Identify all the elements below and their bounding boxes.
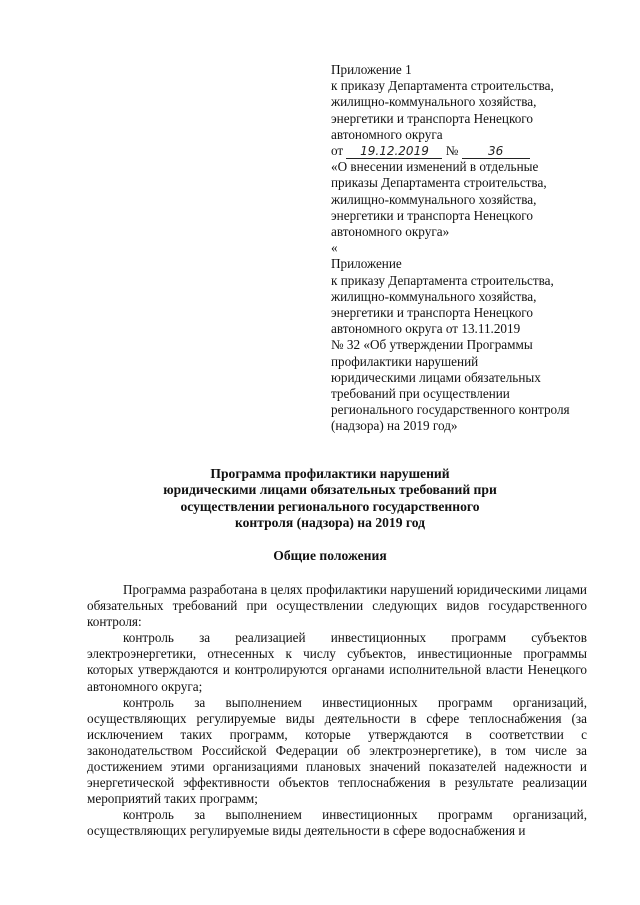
body-text	[87, 582, 587, 840]
amend-line: юридическими лицами обязательных	[331, 369, 541, 385]
amend-line: автономного округа»	[331, 224, 450, 240]
order-from-label: от	[331, 143, 344, 159]
amend-line: энергетики и транспорта Ненецкого	[331, 305, 533, 321]
order-number-handwritten: 36	[462, 144, 530, 159]
amend-line: приказы Департамента строительства,	[331, 175, 547, 191]
appendix-line: Приложение 1	[331, 62, 412, 77]
amend-line: Приложение	[331, 256, 402, 272]
amend-line: регионального государственного контроля	[331, 402, 570, 418]
amend-line: жилищно-коммунального хозяйства,	[331, 288, 537, 304]
title-line: юридическими лицами обязательных требований при	[163, 482, 497, 498]
amend-line: автономного округа от 13.11.2019	[331, 321, 521, 337]
title-line: Программа профилактики нарушений	[210, 466, 450, 481]
appendix-line: автономного округа	[331, 126, 443, 142]
appendix-line: энергетики и транспорта Ненецкого	[331, 110, 533, 126]
order-date-number-line	[331, 143, 616, 159]
paragraph: контроль за реализацией инвестиционных программ субъектов электроэнергетики, отнесенных к числу субъектов, инвестиционные программы которых утверждаются и контролируются органами исполнительной власти Ненецкого автономного округа;	[87, 630, 587, 694]
amend-line: № 32 «Об утверждении Программы	[331, 337, 533, 353]
appendix-line: жилищно-коммунального хозяйства,	[331, 94, 537, 110]
amend-line: (надзора) на 2019 год»	[331, 418, 458, 434]
amend-line: жилищно-коммунального хозяйства,	[331, 191, 537, 207]
amend-line: «	[331, 240, 338, 256]
amend-line: требований при осуществлении	[331, 386, 510, 402]
amend-line: «О внесении изменений в отдельные	[331, 159, 539, 175]
appendix-line: к приказу Департамента строительства,	[331, 78, 554, 94]
order-date-handwritten: 19.12.2019	[346, 144, 442, 159]
appendix-header	[331, 62, 616, 435]
paragraph: контроль за выполнением инвестиционных программ организаций, осуществляющих регулируемые виды деятельности в сфере водоснабжения и	[87, 807, 587, 839]
document-title	[120, 466, 540, 532]
title-line: осуществлении регионального государственного	[180, 498, 480, 514]
paragraph: контроль за выполнением инвестиционных программ организаций, осуществляющих регулируемые виды деятельности в сфере теплоснабжения (за исключением таких программ, которые утверждаются в соответствии с законодательством Российской Федерации об электроэнергетике), в том числе за достижением этими организациями плановых значений показателей надежности и энергетической эффективности объектов теплоснабжения в результате реализации мероприятий таких программ;	[87, 694, 587, 807]
order-number-label: №	[445, 143, 459, 159]
amend-line: профилактики нарушений	[331, 353, 479, 369]
amend-line: к приказу Департамента строительства,	[331, 272, 554, 288]
section-heading: Общие положения	[273, 548, 387, 563]
amend-line: энергетики и транспорта Ненецкого	[331, 207, 533, 223]
paragraph: Программа разработана в целях профилактики нарушений юридическими лицами обязательных требований при осуществлении следующих видов государственного контроля:	[87, 582, 587, 630]
title-line: контроля (надзора) на 2019 год	[234, 515, 426, 531]
